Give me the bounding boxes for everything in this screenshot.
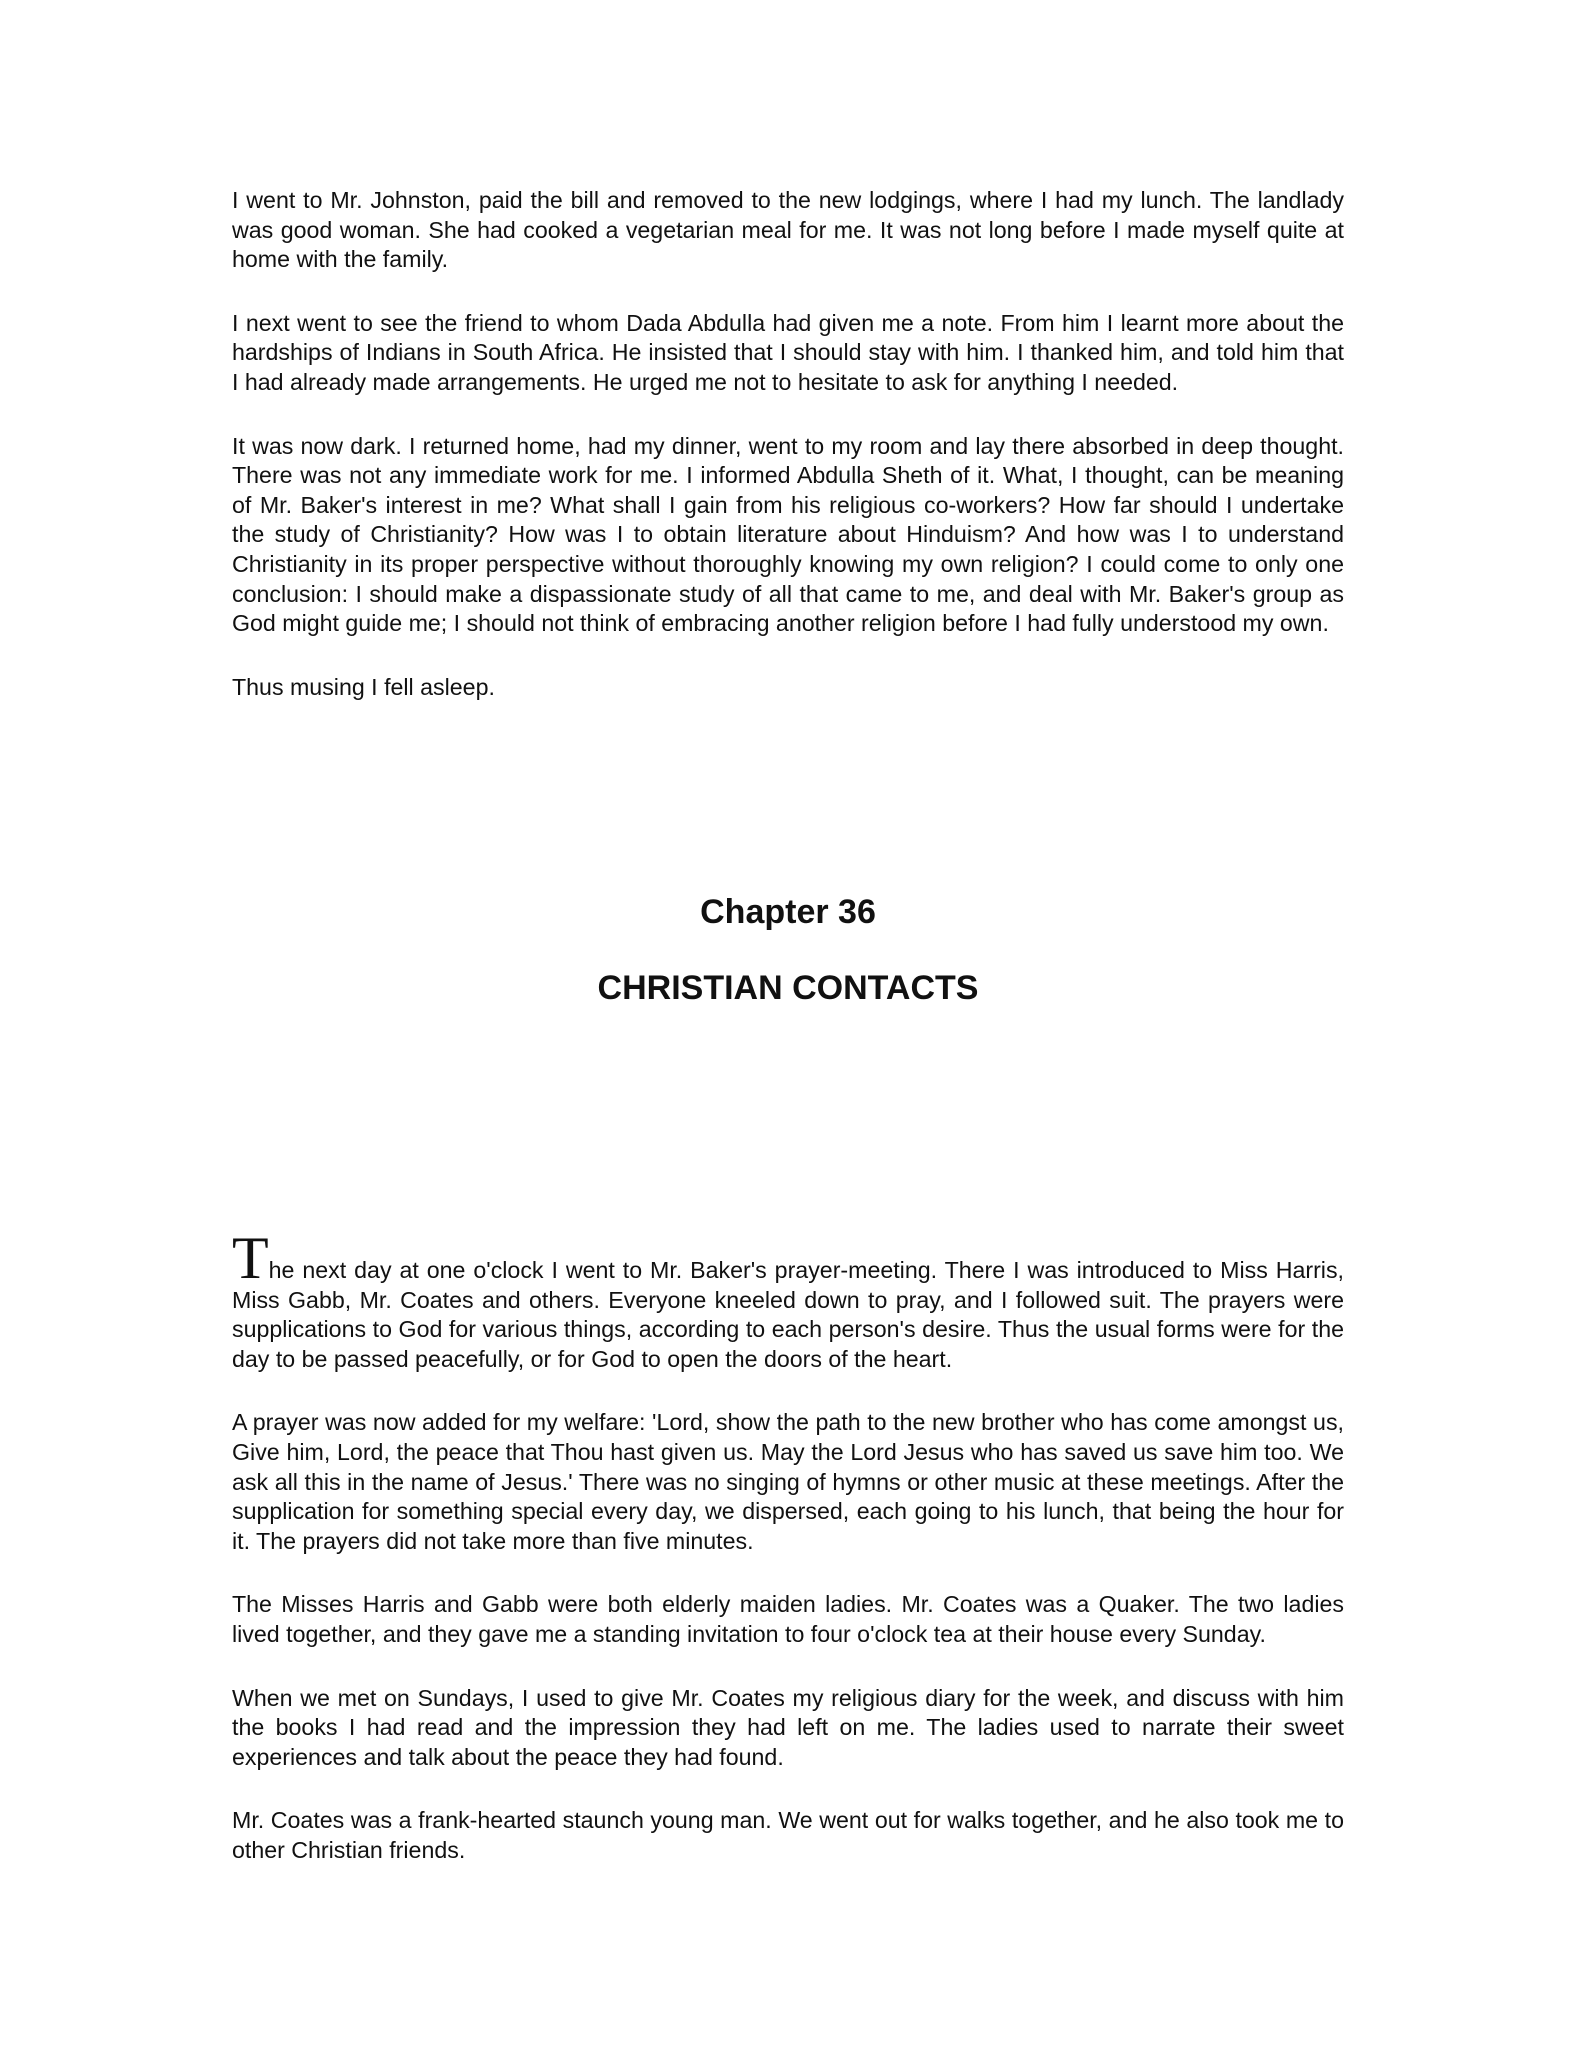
- paragraph: Mr. Coates was a frank-hearted staunch young man. We went out for walks together, and he also took me to other Christian friends.: [232, 1807, 1344, 1863]
- chapter-title: CHRISTIAN CONTACTS: [597, 969, 979, 1007]
- drop-cap: T: [232, 1225, 269, 1291]
- opening-paragraph-text: he next day at one o'clock I went to Mr. Baker's prayer-meeting. There I was introduced to Miss Harris, Miss Gabb, Mr. Coates and others. Everyone kneeled down to pray, and I followed suit. The prayers were supplications to God for various things, according to each person's desire. Thus the usual forms were for the day to be passed peacefully, or for God to open the doors of the heart.: [232, 1257, 1344, 1372]
- paragraph: I went to Mr. Johnston, paid the bill and removed to the new lodgings, where I had my lunch. The landlady was good woman. She had cooked a vegetarian meal for me. It was not long before I made myself quite at home with the family.: [232, 187, 1344, 273]
- opening-paragraph: [232, 1225, 1344, 1374]
- previous-chapter-ending: [232, 186, 1344, 702]
- paragraph: When we met on Sundays, I used to give Mr. Coates my religious diary for the week, and discuss with him the books I had read and the impression they had left on me. The ladies used to narrate their sweet experiences and talk about the peace they had found.: [232, 1684, 1344, 1770]
- paragraph: It was now dark. I returned home, had my dinner, went to my room and lay there absorbed in deep thought. There was not any immediate work for me. I informed Abdulla Sheth of it. What, I thought, can be meaning of Mr. Baker's interest in me? What shall I gain from his religious co-workers? How far should I undertake the study of Christianity? How was I to obtain literature about Hinduism? And how was I to understand Christianity in its proper perspective without thoroughly knowing my own religion? I could come to only one conclusion: I should make a dispassionate study of all that came to me, and deal with Mr. Baker's group as God might guide me; I should not think of embracing another religion before I had fully understood my own.: [232, 432, 1344, 637]
- paragraph: The Misses Harris and Gabb were both elderly maiden ladies. Mr. Coates was a Quaker. The two ladies lived together, and they gave me a standing invitation to four o'clock tea at their house every Sunday.: [232, 1591, 1344, 1647]
- paragraph: Thus musing I fell asleep.: [232, 673, 495, 700]
- paragraph: I next went to see the friend to whom Dada Abdulla had given me a note. From him I learnt more about the hardships of Indians in South Africa. He insisted that I should stay with him. I thanked him, and told him that I had already made arrangements. He urged me not to hesitate to ask for anything I needed.: [232, 309, 1344, 395]
- chapter-body: [232, 1225, 1344, 1866]
- paragraph: A prayer was now added for my welfare: 'Lord, show the path to the new brother who has come amongst us, Give him, Lord, the peace that Thou hast given us. May the Lord Jesus who has saved us save him too. We ask all this in the name of Jesus.' There was no singing of hymns or other music at these meetings. After the supplication for something special every day, we dispersed, each going to his lunch, that being the hour for it. The prayers did not take more than five minutes.: [232, 1409, 1344, 1554]
- chapter-number: Chapter 36: [700, 893, 876, 931]
